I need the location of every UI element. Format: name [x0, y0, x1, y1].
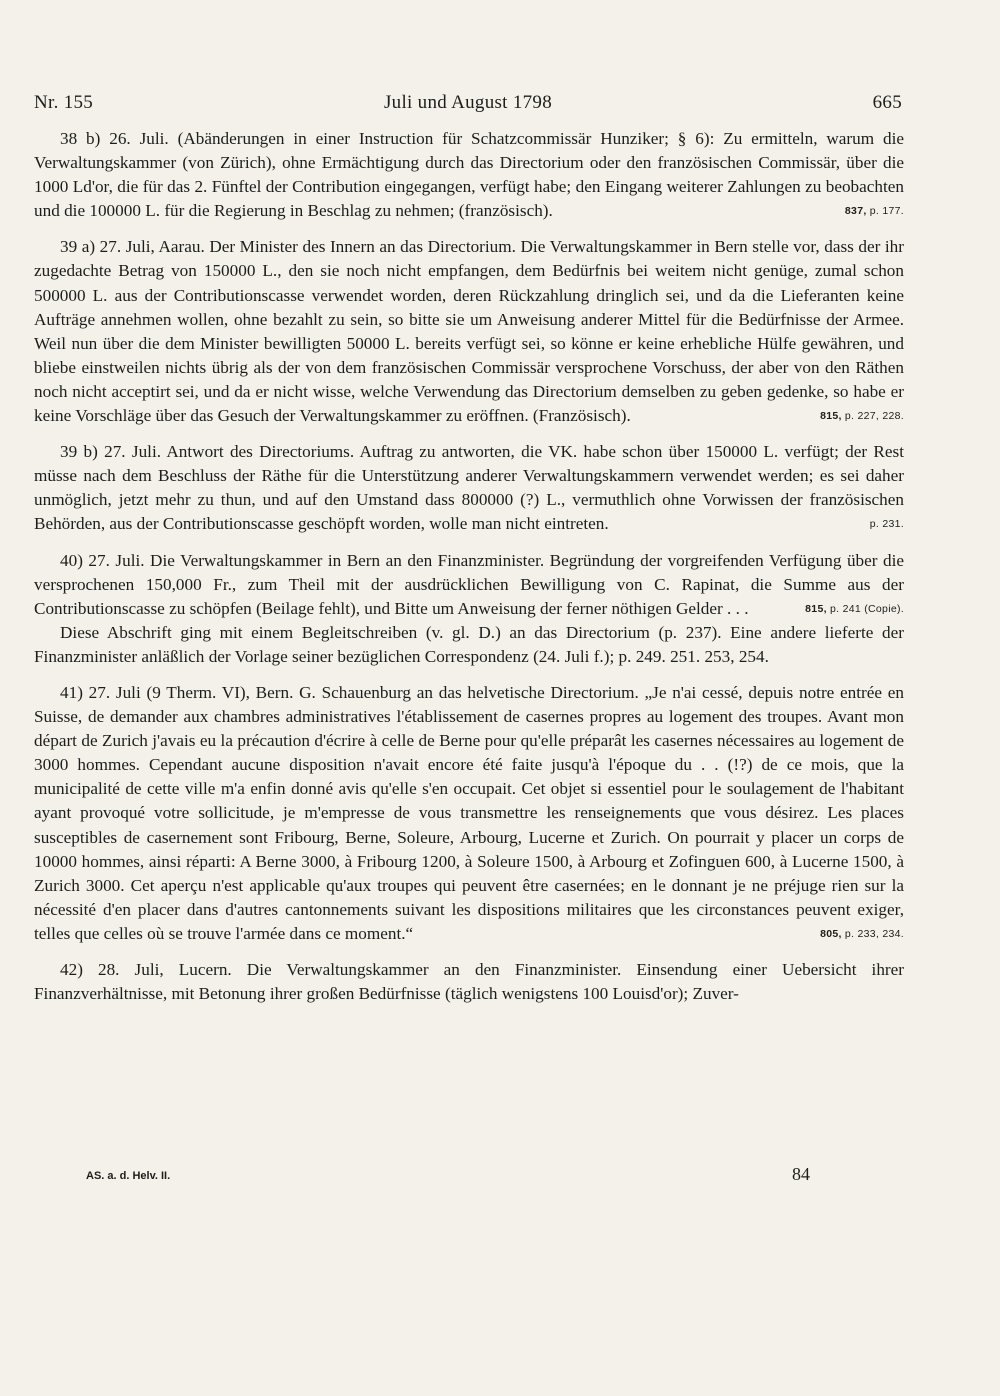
running-header [34, 92, 902, 120]
entry-39b [34, 440, 904, 536]
header-title: Juli und August 1798 [383, 92, 553, 113]
entry-text: Diese Abschrift ging mit einem Begleitschreiben (v. gl. D.) an das Directorium (p. 237). Eine andere lieferte der Finanzminister anläßlich der Vorlage seiner bezüglichen Correspondenz (24. Juli f.); p. 249. 251. 253, 254. [34, 622, 904, 666]
sheet-number: 84 [792, 1164, 810, 1184]
entry-text: 38 b) 26. Juli. (Abänderungen in einer Instruction für Schatzcommissär Hunziker; § 6): Zu ermitteln, warum die Verwaltungskammer (von Zürich), ohne Ermächtigung durch das Directorium oder den französischen Commissär, über die 1000 Ld'or, die für das 2. Fünftel der Contribution eingegangen, verfügt habe; den Eingang weiterer Zahlungen zu beobachten und die 100000 L. für die Regierung in Beschlag zu nehmen; (französisch). [34, 129, 904, 221]
entry-text: 42) 28. Juli, Lucern. Die Verwaltungskammer an den Finanzminister. Einsendung einer Uebersicht ihrer Finanzverhältnisse, mit Betonung ihrer großen Bedürfnisse (täglich wenigstens 100 Louisd'or); Zuver- [34, 960, 904, 1004]
document-body [34, 127, 904, 1018]
entry-text: 40) 27. Juli. Die Verwaltungskammer in Bern an den Finanzminister. Begründung der vorgreifenden Verfügung über die versprochenen 150,000 Fr., zum Theil mit der ausdrücklichen Bewilligung von C. Rapinat, die Summe aus der Contributionscasse zu schöpfen (Beilage fehlt), und Bitte um Anweisung der ferner nöthigen Gelder . . . [34, 550, 904, 618]
entry-text: 39 a) 27. Juli, Aarau. Der Minister des Innern an das Directorium. Die Verwaltungskammer in Bern stelle vor, dass der ihr zugedachte Betrag von 150000 L., den sie noch nicht empfangen, dem Bedürfnis bei weitem nicht genüge, zumal schon 500000 L. aus der Contributionscasse verwendet worden, deren Rückzahlung dringlich sei, und da die Lieferanten keine Aufträge annehmen wollen, ohne bezahlt zu sein, so bitte sie um Anweisung anderer Mittel für die Bedürfnisse der Armee. Weil nun über die dem Minister bewilligten 50000 L. bereits verfügt sei, so könne er keine erhebliche Hülfe gewähren, und bliebe einstweilen nichts übrig als der von dem französischen Commissär versprochene Vorschuss, der aber von den Räthen noch nicht acceptirt sei, und da er nicht wisse, welche Verwendung das Directorium demselben zu geben gedenke, so habe er keine Vorschläge über das Gesuch der Verwaltungskammer zu eröffnen. (Französisch). [34, 237, 904, 426]
entry-41 [34, 681, 904, 946]
archive-reference: 837, p. 177. [844, 205, 904, 218]
archive-reference: 815, p. 227, 228. [820, 410, 904, 423]
entry-42 [34, 958, 904, 1006]
entry-text: 41) 27. Juli (9 Therm. VI), Bern. G. Schauenburg an das helvetische Directorium. „Je n'ai cessé, depuis notre entrée en Suisse, de demander aux chambres administratives l'établissement de casernes propres au logement des troupes. Avant mon départ de Zurich j'avais eu la précaution d'écrire à celle de Berne pour qu'elle préparât les casernes nécessaires au logement de 3000 hommes. Cependant aucune disposition n'avait encore été faite jusqu'à l'époque du . . (!?) de ce mois, que la municipalité de cette ville m'a enfin donné avis qu'elle s'en occupait. Cet objet si essentiel pour le soulagement de l'habitant ayant provoqué votre sollicitude, je m'empresse de vous transmettre les renseignements que vous désirez. Les places susceptibles de casernement sont Fribourg, Berne, Soleure, Arbourg, Lucerne et Zurich. On pourrait y placer un corps de 10000 hommes, ainsi réparti: A Berne 3000, à Fribourg 1200, à Soleure 1500, à Arbourg et Zofinguen 600, à Lucerne 1500, à Zurich 3000. Cet aperçu n'est applicable qu'aux troupes qui peuvent être casernées; en le donnant je ne préjuge rien sur la nécessité d'en placer dans d'autres cantonnements suivant les dispositions militaires que les circonstances peuvent exiger, telles que celles où se trouve l'armée dans ce moment.“ [34, 682, 904, 943]
entry-40 [34, 549, 904, 621]
entry-40-note [34, 621, 904, 669]
entry-38b [34, 127, 904, 223]
archive-reference: 805, p. 233, 234. [820, 927, 904, 940]
entry-text: 39 b) 27. Juli. Antwort des Directoriums. Auftrag zu antworten, die VK. habe schon über 150000 L. verfügt; der Rest müsse nach dem Beschluss der Räthe für die Unterstützung anderer Verwaltungskammern verwendet werden; es sei daher unmöglich, jetzt mehr zu thun, und auf den Umstand dass 800000 (?) L., vermuthlich ohne Vorwissen der französischen Behörden, aus der Contributionscasse geschöpft worden, wolle man nicht eintreten. [34, 442, 904, 534]
page-number: 665 [872, 92, 902, 113]
archive-reference: 815, p. 241 (Copie). [805, 602, 904, 615]
entry-39a [34, 235, 904, 428]
sheet-signature: AS. a. d. Helv. II. [86, 1170, 171, 1182]
header-number: Nr. 155 [34, 92, 94, 113]
archive-reference: p. 231. [869, 518, 904, 531]
